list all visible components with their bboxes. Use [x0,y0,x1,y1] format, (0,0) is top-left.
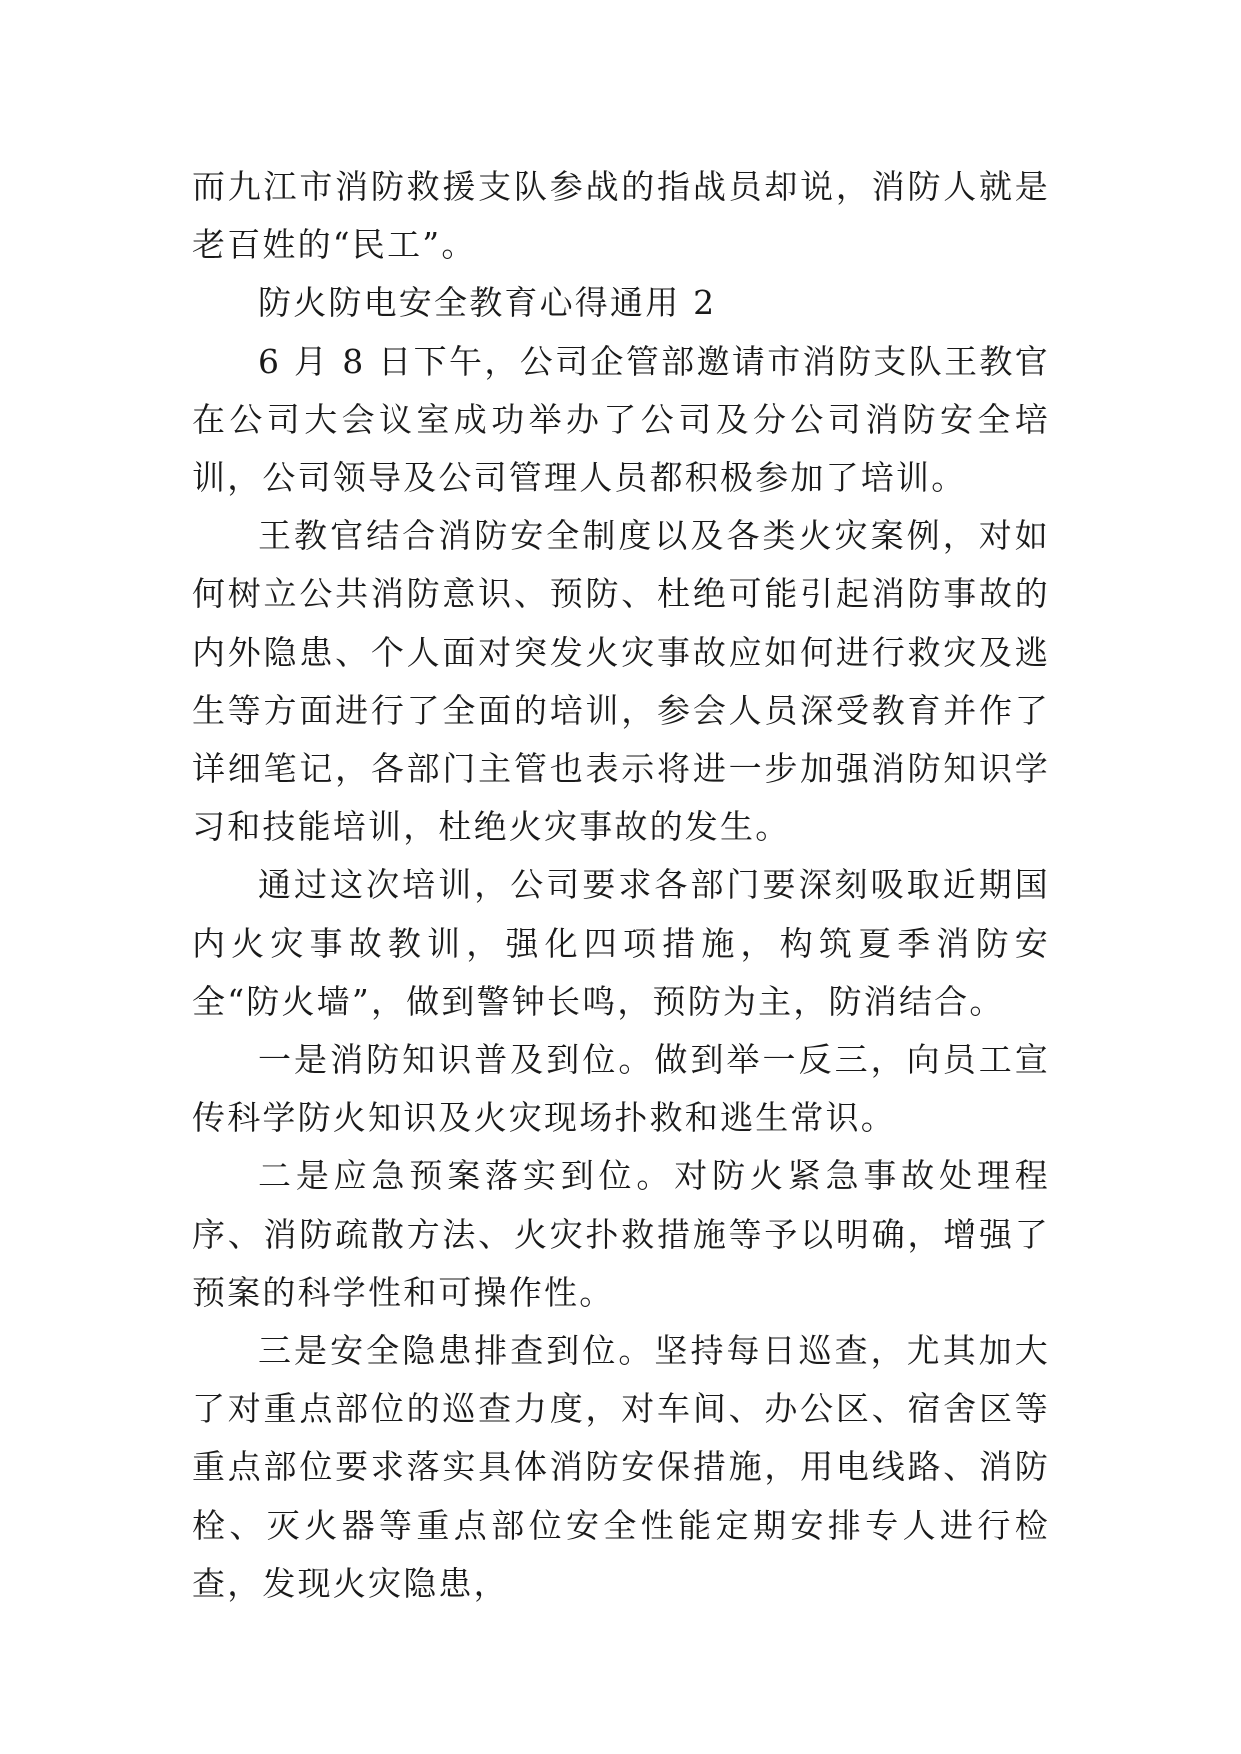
paragraph-8: 三是安全隐患排查到位。坚持每日巡查，尤其加大了对重点部位的巡查力度，对车间、办公区、宿舍区等重点部位要求落实具体消防安保措施，用电线路、消防栓、灭火器等重点部位安全性能定期安排专人进行检查，发现火灾隐患， [192,1331,1050,1603]
paragraph-1: 而九江市消防救援支队参战的指战员却说，消防人就是老百姓的“民工”。 [192,167,1050,265]
paragraph-5: 通过这次培训，公司要求各部门要深刻吸取近期国内火灾事故教训，强化四项措施，构筑夏季消防安全“防火墙”，做到警钟长鸣，预防为主，防消结合。 [192,865,1050,1021]
document-body [192,158,1050,1613]
paragraph-4: 王教官结合消防安全制度以及各类火灾案例，对如何树立公共消防意识、预防、杜绝可能引起消防事故的内外隐患、个人面对突发火灾事故应如何进行救灾及逃生等方面进行了全面的培训，参会人员深受教育并作了详细笔记，各部门主管也表示将进一步加强消防知识学习和技能培训，杜绝火灾事故的发生。 [192,516,1050,847]
paragraph-3: 6 月 8 日下午，公司企管部邀请市消防支队王教官在公司大会议室成功举办了公司及分公司消防安全培训，公司领导及公司管理人员都积极参加了培训。 [192,341,1050,498]
paragraph-7: 二是应急预案落实到位。对防火紧急事故处理程序、消防疏散方法、火灾扑救措施等予以明确，增强了预案的科学性和可操作性。 [192,1156,1050,1312]
paragraph-6: 一是消防知识普及到位。做到举一反三，向员工宣传科学防火知识及火灾现场扑救和逃生常识。 [192,1040,1050,1138]
section-heading: 防火防电安全教育心得通用 2 [258,283,717,323]
